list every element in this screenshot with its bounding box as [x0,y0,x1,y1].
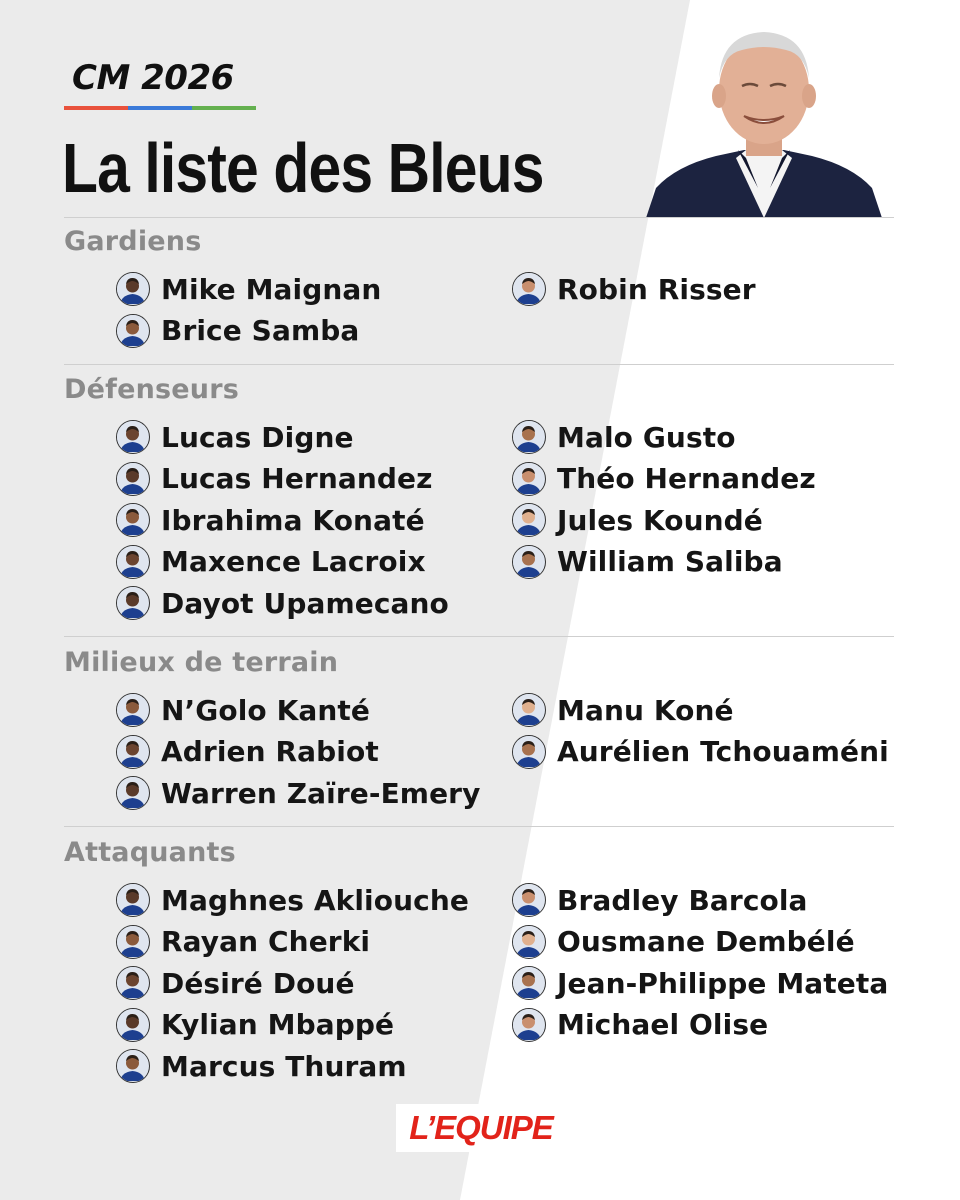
section-divider [64,217,894,218]
player-avatar-icon [116,1049,150,1083]
player-name: Mike Maignan [161,272,382,306]
player-name: Ousmane Dembélé [557,925,855,959]
player-name: Robin Risser [557,272,756,306]
player-avatar-icon [512,1008,546,1042]
player-name: Maxence Lacroix [161,545,426,579]
player-avatar-icon [512,503,546,537]
player-name: Brice Samba [161,314,360,348]
player-ibrahima-konate [116,500,425,540]
player-jules-kounde [512,500,763,540]
player-warren-zaire-emery [116,773,480,813]
player-desire-doue [116,963,355,1003]
player-avatar-icon [116,272,150,306]
player-avatar-icon [512,545,546,579]
player-avatar-icon [116,925,150,959]
logo-text: L’EQUIPE [409,1109,553,1146]
player-robin-risser [512,269,756,309]
player-name: Jules Koundé [557,503,763,537]
section-title: Attaquants [64,837,236,868]
tricolor-blue [128,106,192,110]
player-name: Lucas Hernandez [161,462,433,496]
player-avatar-icon [116,1008,150,1042]
player-rayan-cherki [116,922,370,962]
player-william-saliba [512,542,783,582]
tricolor-red [64,106,128,110]
player-name: Théo Hernandez [557,462,816,496]
player-maxence-lacroix [116,542,426,582]
player-avatar-icon [116,776,150,810]
player-name: Marcus Thuram [161,1049,407,1083]
player-name: Kylian Mbappé [161,1008,395,1042]
player-avatar-icon [116,693,150,727]
player-avatar-icon [512,966,546,1000]
player-malo-gusto [512,417,736,457]
player-brice-samba [116,311,359,351]
section-divider [64,826,894,827]
player-mike-maignan [116,269,381,309]
player-lucas-hernandez [116,459,433,499]
player-avatar-icon [116,420,150,454]
tricolor-green [192,106,256,110]
player-avatar-icon [512,735,546,769]
competition-kicker: CM 2026 [72,58,234,98]
player-avatar-icon [116,462,150,496]
player-n-golo-kante [116,690,370,730]
section-title: Défenseurs [64,374,239,405]
player-name: Aurélien Tchouaméni [557,735,889,769]
player-marcus-thuram [116,1046,407,1086]
player-name: Bradley Barcola [557,883,808,917]
player-lucas-digne [116,417,354,457]
player-dayot-upamecano [116,583,449,623]
page-title: La liste des Bleus [62,129,544,207]
player-jean-philippe-mateta [512,963,888,1003]
player-name: Lucas Digne [161,420,354,454]
player-avatar-icon [116,586,150,620]
player-name: Désiré Doué [161,966,355,1000]
player-name: Malo Gusto [557,420,736,454]
player-name: Rayan Cherki [161,925,371,959]
player-avatar-icon [512,925,546,959]
player-michael-olise [512,1005,768,1045]
player-avatar-icon [512,420,546,454]
player-name: N’Golo Kanté [161,693,370,727]
player-theo-hernandez [512,459,816,499]
player-name: Ibrahima Konaté [161,503,425,537]
player-avatar-icon [116,545,150,579]
player-name: Maghnes Akliouche [161,883,469,917]
player-ousmane-dembele [512,922,855,962]
player-name: Adrien Rabiot [161,735,379,769]
player-name: Warren Zaïre-Emery [161,776,481,810]
section-title: Milieux de terrain [64,647,339,678]
player-avatar-icon [116,883,150,917]
player-name: Dayot Upamecano [161,586,449,620]
player-name: William Saliba [557,545,783,579]
section-title: Gardiens [64,226,202,257]
section-divider [64,364,894,365]
player-avatar-icon [116,735,150,769]
lequipe-logo [396,1104,566,1152]
player-aurelien-tchouameni [512,732,889,772]
player-avatar-icon [116,966,150,1000]
player-adrien-rabiot [116,732,379,772]
player-bradley-barcola [512,880,808,920]
coach-portrait [646,18,882,218]
player-maghnes-akliouche [116,880,469,920]
player-name: Michael Olise [557,1008,769,1042]
player-name: Manu Koné [557,693,734,727]
player-avatar-icon [512,462,546,496]
player-avatar-icon [116,314,150,348]
tricolor-bar [64,106,256,110]
player-kylian-mbappe [116,1005,394,1045]
player-manu-kone [512,690,734,730]
player-avatar-icon [116,503,150,537]
player-avatar-icon [512,693,546,727]
player-avatar-icon [512,272,546,306]
section-divider [64,636,894,637]
player-avatar-icon [512,883,546,917]
player-name: Jean-Philippe Mateta [557,966,889,1000]
